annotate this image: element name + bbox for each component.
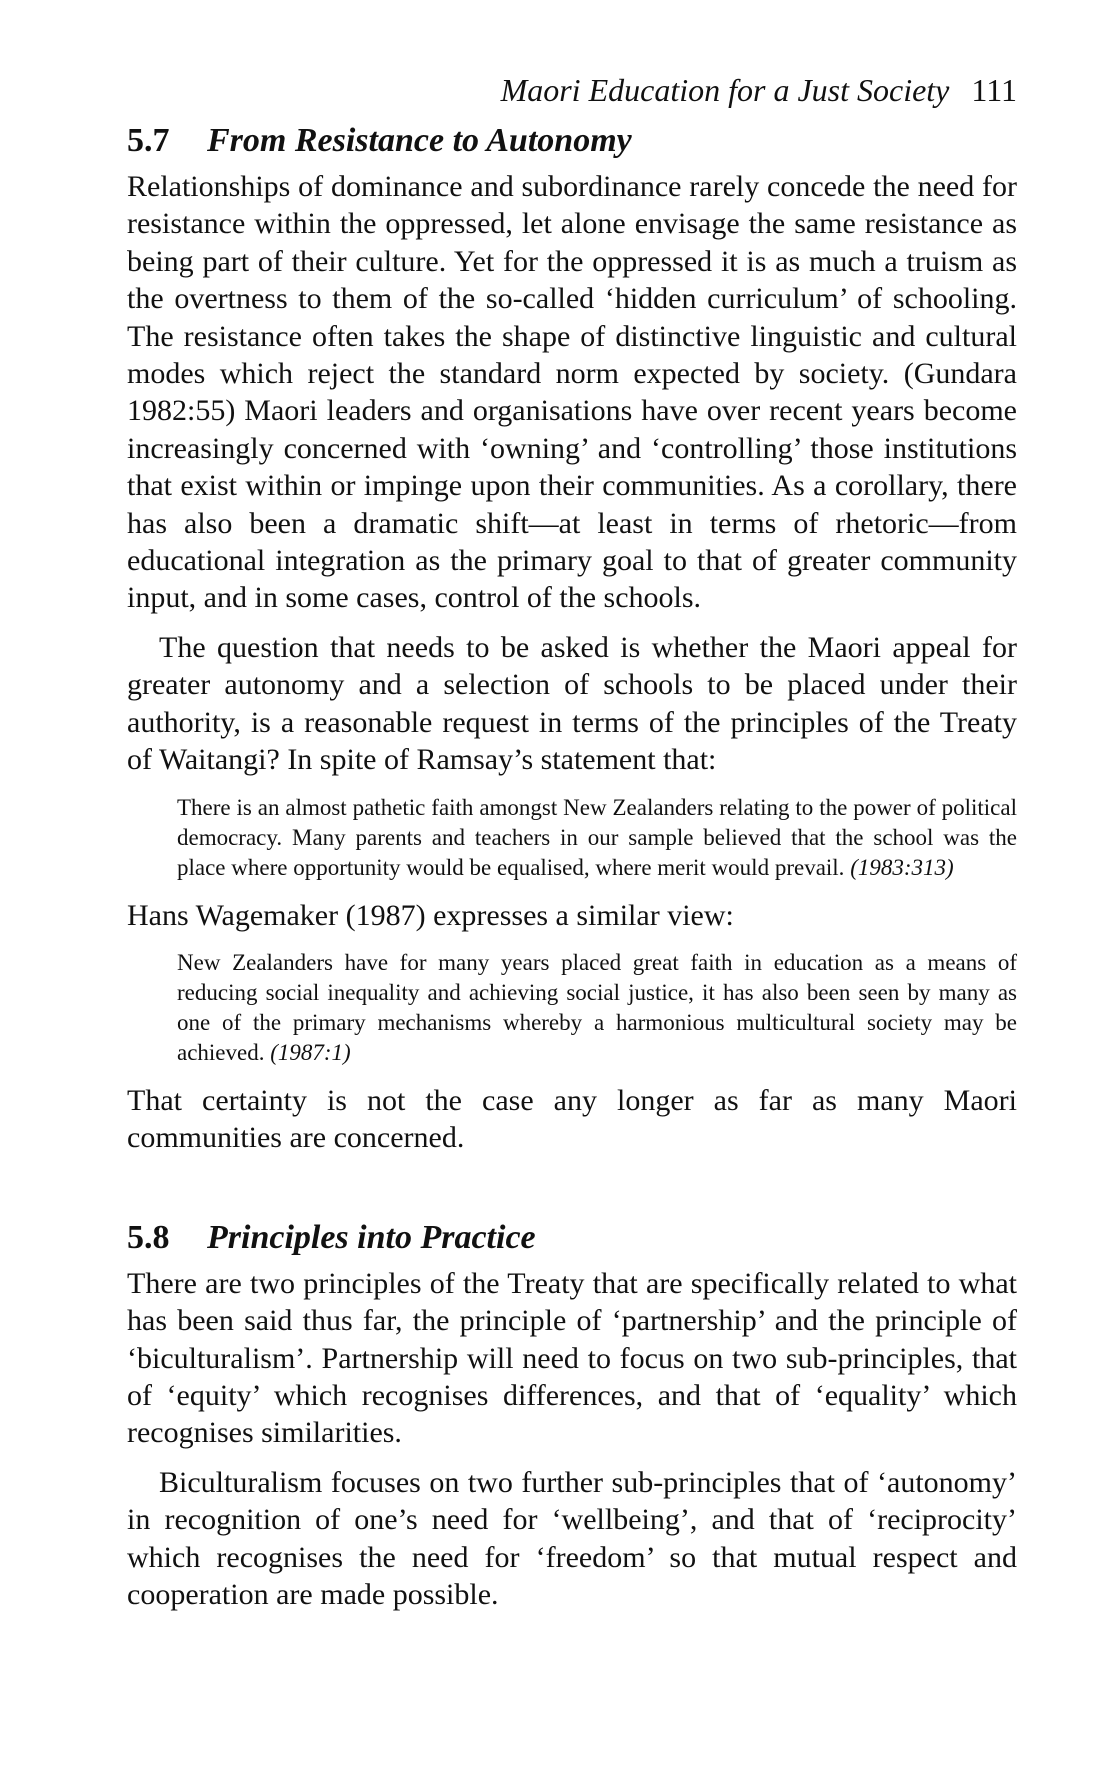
quote-text: There is an almost pathetic faith amongst New Zealanders relating to the power of political democracy. Many parents and teachers in our sample believed that the school was the place where opportunity would be equalised, where merit would prevail.: [177, 794, 1017, 880]
section-number: 5.7: [127, 122, 170, 159]
paragraph: Hans Wagemaker (1987) expresses a similar view:: [127, 898, 734, 932]
block-quote-wagemaker: [177, 948, 1017, 1068]
quote-citation: (1987:1): [270, 1039, 351, 1065]
section-heading-5-8: [127, 1217, 1017, 1259]
section-number: 5.8: [127, 1218, 170, 1256]
paragraph: Relationships of dominance and subordinance rarely concede the need for resistance within the oppressed, let alone envisage the same resistance as being part of their culture. Yet for the oppressed it is as much a truism as the overtness to them of the so-called ‘hidden curriculum’ of schooling. The resistance often takes the shape of distinctive linguistic and cultural modes which reject the standard norm expected by society. (Gundara 1982:55) Maori leaders and organisations have over recent years become increasingly concerned with ‘owning’ and ‘controlling’ those institutions that exist within or impinge upon their communities. As a corollary, there has also been a dramatic shift—at least in terms of rhetoric—from educational integration as the primary goal to that of greater community input, and in some cases, control of the schools.: [127, 170, 1017, 615]
running-head: [127, 70, 1017, 112]
block-quote-ramsay: [177, 793, 1017, 883]
paragraph: That certainty is not the case any longer as far as many Maori communities are concerned.: [127, 1083, 1017, 1155]
section-title: From Resistance to Autonomy: [207, 122, 632, 159]
paragraph: The question that needs to be asked is whether the Maori appeal for greater autonomy and a selection of schools to be placed under their authority, is a reasonable request in terms of the principles of the Treaty of Waitangi? In spite of Ramsay’s statement that:: [127, 630, 1017, 777]
paragraph: Biculturalism focuses on two further sub-principles that of ‘autonomy’ in recognition of one’s need for ‘wellbeing’, and that of ‘reciprocity’ which recognises the need for ‘freedom’ so that mutual respect and cooperation are made possible.: [127, 1465, 1017, 1611]
quote-text: New Zealanders have for many years placed great faith in education as a means of reducing social inequality and achieving social justice, it has also been seen by many as one of the primary mechanisms whereby a harmonious multicultural society may be achieved.: [177, 949, 1017, 1065]
section-heading-5-7: [127, 120, 1017, 162]
book-page: [127, 70, 1017, 1613]
paragraph: There are two principles of the Treaty that are specifically related to what has been said thus far, the principle of ‘partnership’ and the principle of ‘biculturalism’. Partnership will need to focus on two sub-principles, that of ‘equity’ which recognises differences, and that of ‘equality’ which recognises similarities.: [127, 1266, 1017, 1450]
running-head-title: Maori Education for a Just Society: [500, 72, 950, 108]
page-number: 111: [971, 72, 1017, 108]
section-title: Principles into Practice: [207, 1218, 536, 1256]
quote-citation: (1983:313): [850, 854, 954, 880]
